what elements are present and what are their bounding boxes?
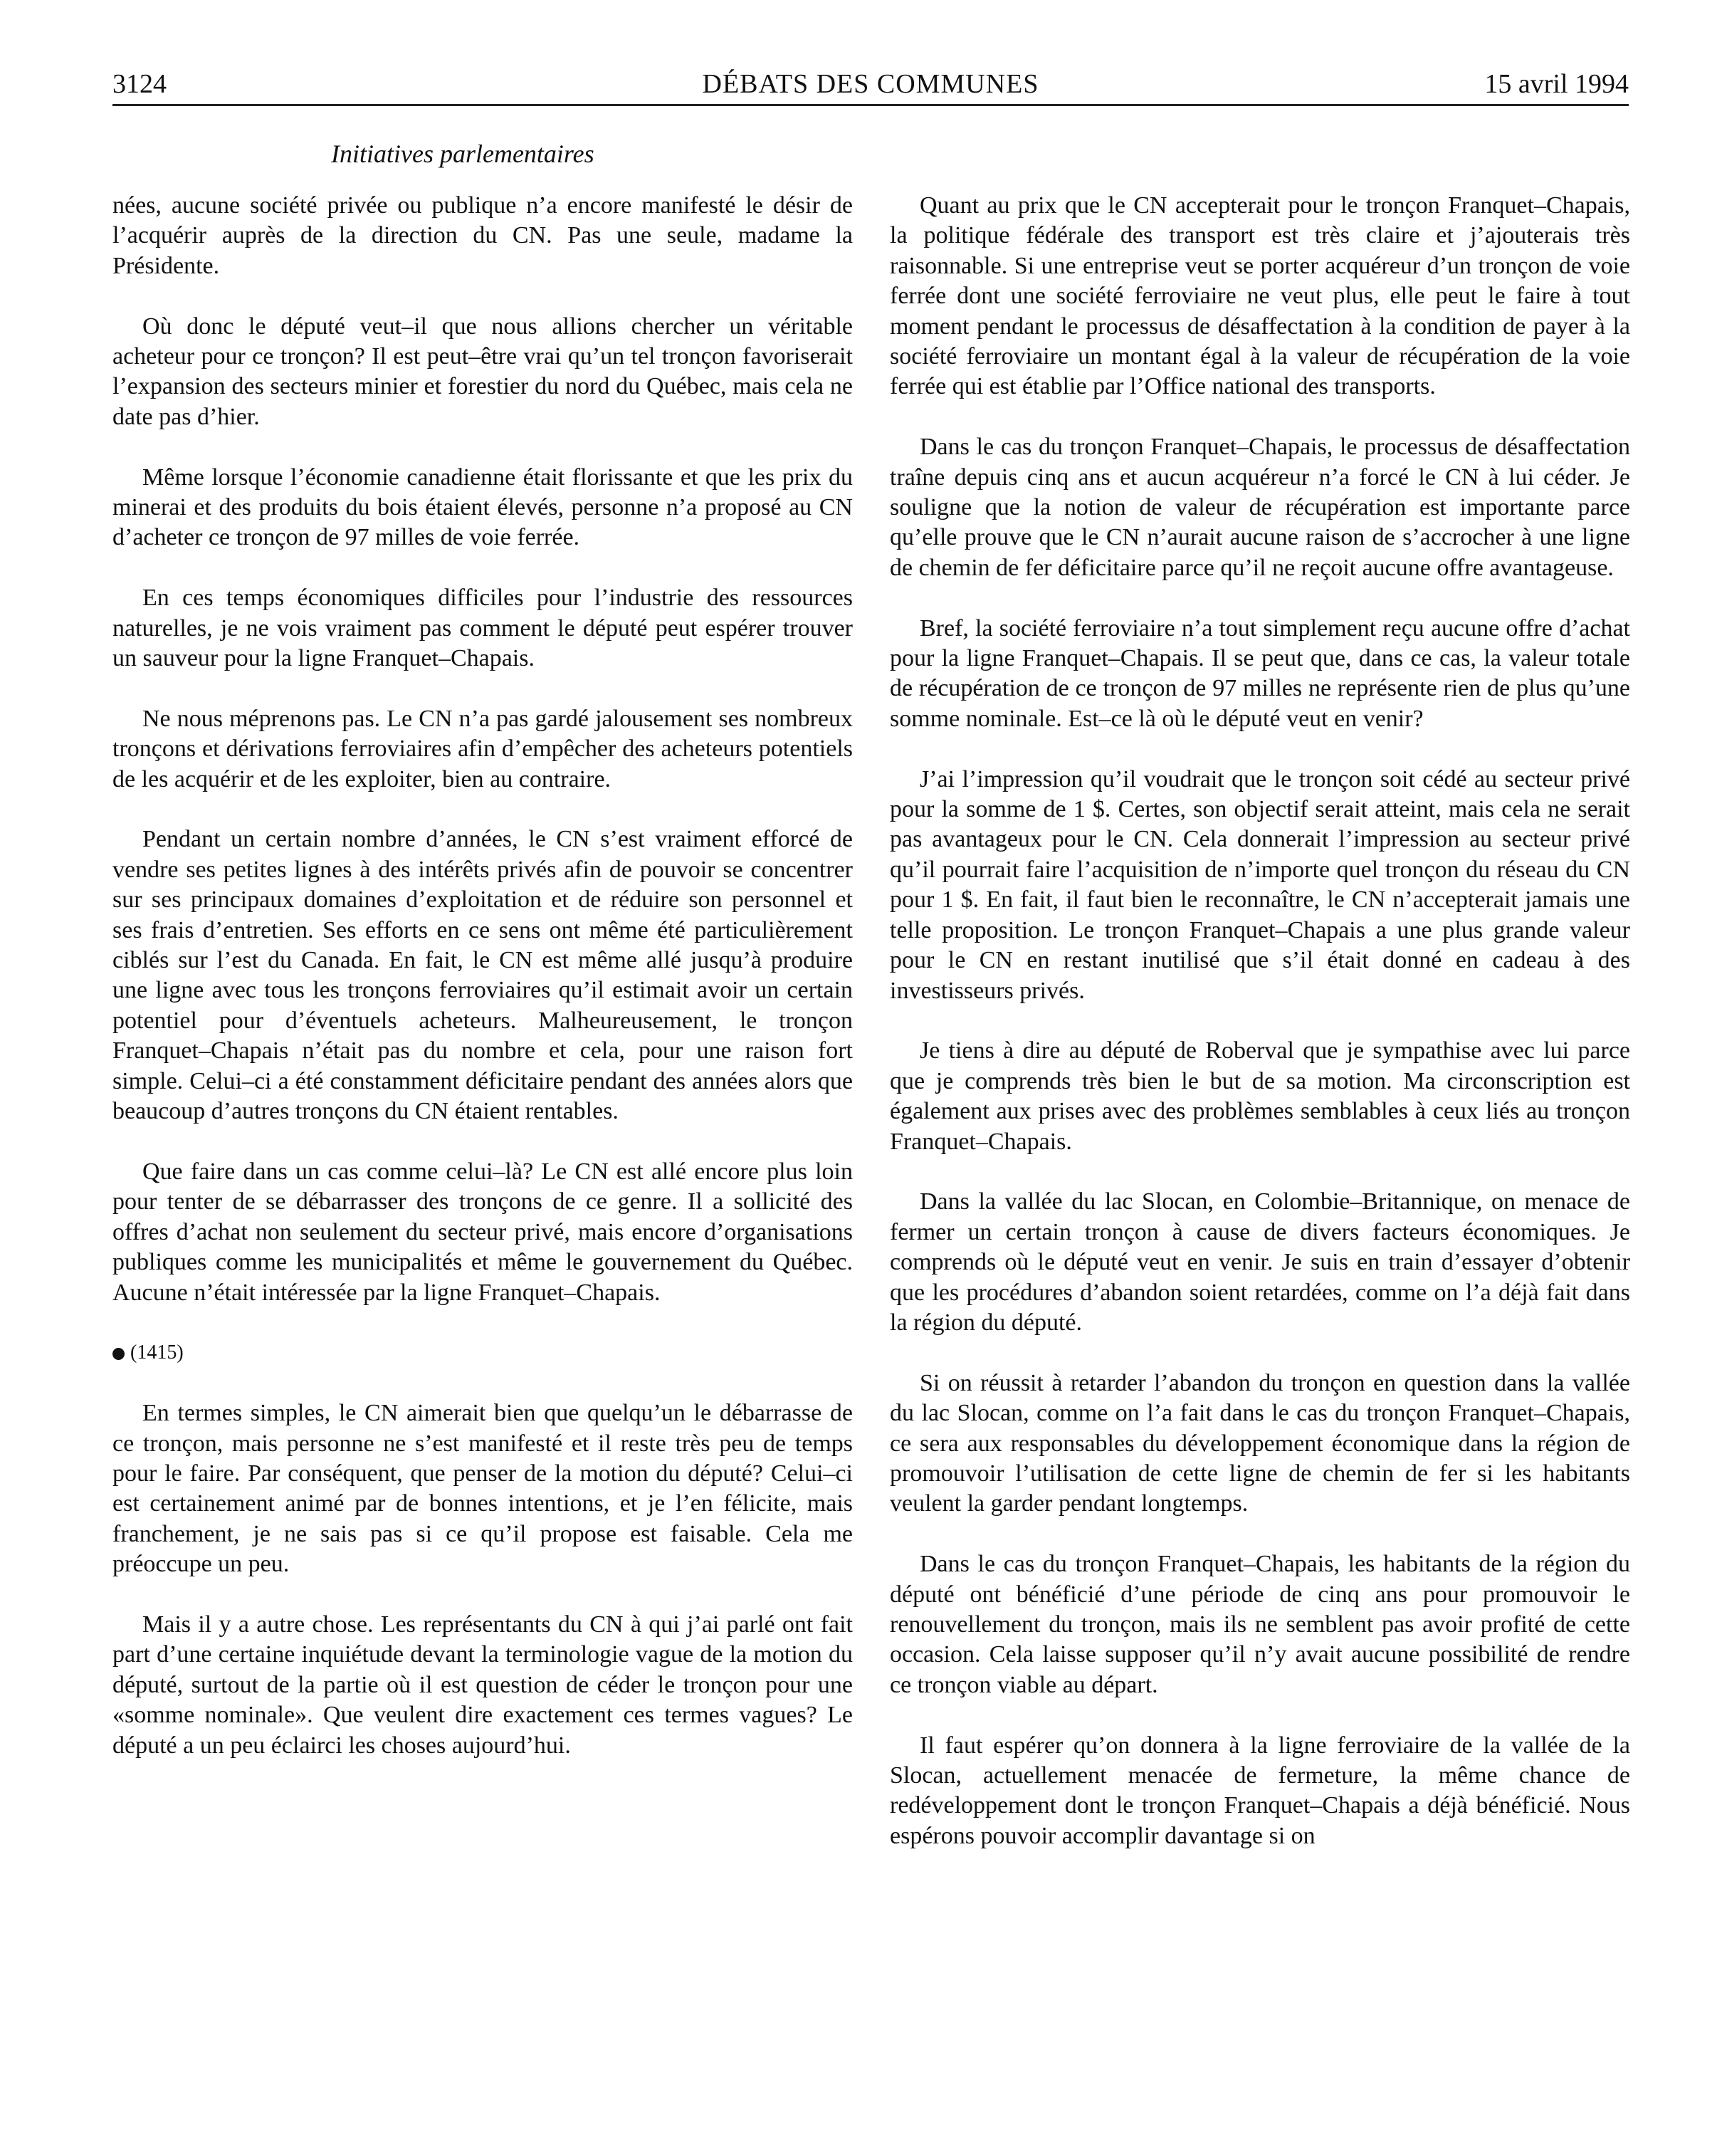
paragraph: nées, aucune société privée ou publique n’a encore manifesté le désir de l’acquérir auprès de la direction du CN. Pas une seule, madame la Présidente. [112, 192, 853, 279]
paragraph: Mais il y a autre chose. Les représentants du CN à qui j’ai parlé ont fait part d’une certaine inquiétude devant la terminologie vague de la motion du député, surtout de la partie où il est question de céder le tronçon pour une «somme nominale». Que veulent dire exactement ces termes vagues? Le député a un peu éclairci les choses aujourd’hui. [112, 1611, 853, 1759]
page-header [112, 68, 1629, 106]
paragraph: Que faire dans un cas comme celui–là? Le CN est allé encore plus loin pour tenter de se débarrasser des tronçons de ce genre. Il a sollicité des offres d’achat non seulement du secteur privé, mais encore d’organisations publiques comme les municipalités et même le gouvernement du Québec. Aucune n’était intéressée par la ligne Franquet–Chapais. [112, 1158, 853, 1306]
paragraph: Dans le cas du tronçon Franquet–Chapais, les habitants de la région du député ont bénéficié d’une période de cinq ans pour promouvoir le renouvellement du tronçon, mais ils ne semblent pas avoir profité de cette occasion. Cela laisse supposer qu’il n’y avait aucune possibilité de rendre ce tronçon viable au départ. [890, 1551, 1630, 1698]
publication-date: 15 avril 1994 [1484, 69, 1629, 99]
paragraph: Dans la vallée du lac Slocan, en Colombie–Britannique, on menace de fermer un certain tronçon à cause de divers facteurs économiques. Je comprends où le député veut en venir. Je suis en train d’essayer d’obtenir que les procédures d’abandon soient retardées, comme on l’a déjà fait dans la région du député. [890, 1188, 1630, 1336]
paragraph: En termes simples, le CN aimerait bien que quelqu’un le débarrasse de ce tronçon, mais personne ne s’est manifesté et il reste très peu de temps pour le faire. Par conséquent, que penser de la motion du député? Celui–ci est certainement animé par de bonnes intentions, et je l’en félicite, mais franchement, je ne sais pas si ce qu’il propose est faisable. Cela me préoccupe un peu. [112, 1400, 853, 1578]
publication-title: DÉBATS DES COMMUNES [702, 69, 1039, 99]
paragraph: Si on réussit à retarder l’abandon du tronçon en question dans la vallée du lac Slocan, comme on l’a fait dans le cas du tronçon Franquet–Chapais, ce sera aux responsables du développement économique dans la région de promouvoir l’utilisation de cette ligne de chemin de fer si les habitants veulent la garder pendant longtemps. [890, 1369, 1630, 1517]
page-number: 3124 [112, 69, 167, 99]
paragraph: Ne nous méprenons pas. Le CN n’a pas gardé jalousement ses nombreux tronçons et dérivations ferroviaires afin d’empêcher des acheteurs potentiels de les acquérir et de les exploiter, bien au contraire. [112, 705, 853, 792]
paragraph: Pendant un certain nombre d’années, le CN s’est vraiment efforcé de vendre ses petites lignes à des intérêts privés afin de pouvoir se concentrer sur ses principaux domaines d’exploitation et de réduire son personnel et ses frais d’entretien. Ses efforts en ce sens ont même été particulièrement ciblés sur l’est du Canada. En fait, le CN est même allé jusqu’à produire une ligne avec tous les tronçons ferroviaires qu’il estimait avoir un certain potentiel pour d’éventuels acheteurs. Malheureusement, le tronçon Franquet–Chapais n’était pas du nombre et cela, pour une raison fort simple. Celui–ci a été constamment déficitaire pendant des années alors que beaucoup d’autres tronçons du CN étaient rentables. [112, 826, 853, 1125]
right-column [890, 191, 1630, 1882]
left-column [112, 191, 853, 1791]
paragraph: Il faut espérer qu’on donnera à la ligne ferroviaire de la vallée de la Slocan, actuellement menacée de fermeture, la même chance de redéveloppement dont le tronçon Franquet–Chapais a déjà bénéficié. Nous espérons pouvoir accomplir davantage si on [890, 1732, 1630, 1849]
paragraph: Dans le cas du tronçon Franquet–Chapais, le processus de désaffectation traîne depuis cinq ans et aucun acquéreur n’a forcé le CN à lui céder. Je souligne que la notion de valeur de récupération est importante parce qu’elle prouve que le CN n’aurait aucune raison de s’accrocher à une ligne de chemin de fer déficitaire parce qu’il ne reçoit aucune offre avantageuse. [890, 434, 1630, 581]
paragraph: Même lorsque l’économie canadienne était florissante et que les prix du minerai et des produits du bois étaient élevés, personne n’a proposé au CN d’acheter ce tronçon de 97 milles de voie ferrée. [112, 464, 853, 551]
time-marker [112, 1338, 853, 1368]
paragraph: Où donc le député veut–il que nous allions chercher un véritable acheteur pour ce tronçon? Il est peut–être vrai qu’un tel tronçon favoriserait l’expansion des secteurs minier et forestier du nord du Québec, mais cela ne date pas d’hier. [112, 313, 853, 430]
time-marker-text: (1415) [130, 1341, 184, 1364]
paragraph: En ces temps économiques difficiles pour l’industrie des ressources naturelles, je ne vois vraiment pas comment le député peut espérer trouver un sauveur pour la ligne Franquet–Chapais. [112, 585, 853, 672]
paragraph: Bref, la société ferroviaire n’a tout simplement reçu aucune offre d’achat pour la ligne Franquet–Chapais. Il se peut que, dans ce cas, la valeur totale de récupération de ce tronçon de 97 milles ne représente rien de plus qu’une somme nominale. Est–ce là où le député veut en venir? [890, 614, 1630, 732]
bullet-icon [112, 1348, 125, 1360]
paragraph: Je tiens à dire au député de Roberval que je sympathise avec lui parce que je comprends très bien le but de sa motion. Ma circonscription est également aux prises avec des problèmes semblables à ceux liés au tronçon Franquet–Chapais. [890, 1037, 1630, 1155]
paragraph: J’ai l’impression qu’il voudrait que le tronçon soit cédé au secteur privé pour la somme de 1 $. Certes, son objectif serait atteint, mais cela ne serait pas avantageux pour le CN. Cela donnerait l’impression au secteur privé qu’il pourrait faire l’acquisition de n’importe quel tronçon du réseau du CN pour 1 $. En fait, il faut bien le reconnaître, le CN n’accepterait jamais une telle proposition. Le tronçon Franquet–Chapais a une plus grande valeur pour le CN en restant inutilisé que s’il était donné en cadeau à des investisseurs privés. [890, 765, 1630, 1004]
paragraph: Quant au prix que le CN accepterait pour le tronçon Franquet–Chapais, la politique fédérale des transport est très claire et j’ajouterais très raisonnable. Si une entreprise veut se porter acquéreur d’un tronçon de voie ferrée dont une société ferroviaire ne veut plus, elle peut le faire à tout moment pendant le processus de désaffectation à la condition de payer à la société ferroviaire un montant égal à la valeur de récupération de la voie ferrée qui est établie par l’Office national des transports. [890, 192, 1630, 400]
section-label: Initiatives parlementaires [331, 140, 594, 168]
